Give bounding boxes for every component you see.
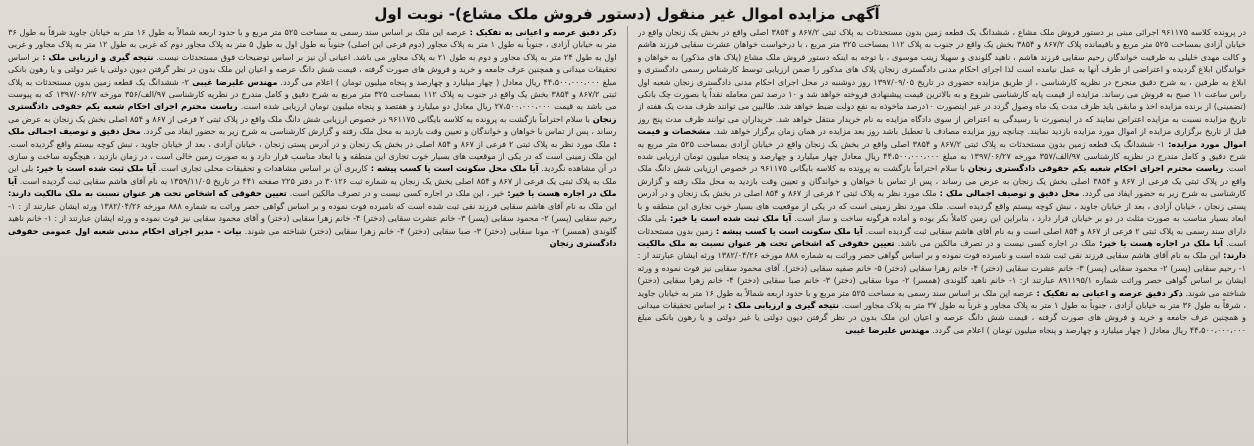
section-heading: آیا ملک ثبت شده است یا خیر: xyxy=(666,213,792,224)
section-heading: تعیین حقوقی که اشخاص تحت هر عنوان نسبت به ملک مالکیت دارند: xyxy=(8,188,287,199)
paragraph-text: عرصه این ملک بر اساس سند رسمی به مساحت ۵۲۵ متر مربع و با حدود اربعه شمالاً به طول ۱۶ متر به خیابان جاوید شرقاً به طول ۳۶ متر به خیابان آزادی ، جنوباً به طول ۱ متر به پلاک مجاور (دوم فرعی این اصلی) جنوباً به طول اول به طول ۵ متر به پلاک مجاور دوم که غربی به طول ۱۲ متر به پلاک مجاور و غربی اول به طول ۲۴ متر به پلاک مجاور و دوم به طول ۲۱ به پلاک مجاور می باشد. اعیانی آن نیز بر اساس توضیحات فوق مستحدثات نیست. xyxy=(8,27,617,62)
section-heading: مهندس علیرضا غیبی xyxy=(845,324,930,335)
paragraph-text: بر اساس تحقیقات میدانی و همچنین عرف جامعه و خرید و فروش های صورت گرفته ، قیمت شش دانگ عرصه و اعیان این ملک بدون در نظر گرفتن دیون دولتی یا غیر دولتی و یا رهون بانکی مبلغ ۴۴،۵۰۰،۰۰۰،۰۰۰ ریال معادل ( چهار میلیارد و چهارصد و پنجاه میلیون تومان ) اعلام می گردد. xyxy=(8,51,617,87)
section-heading: آیا ملک ثبت شده است یا خیر: xyxy=(33,163,156,174)
right-column xyxy=(638,26,1247,444)
paragraph-text: زمین بدون مستحدثات است. xyxy=(637,225,1246,248)
paragraph-text: این ملک به نام آقای هاشم سقایی فرزند نقی ثبت شده است که نامبرده فوت نموده و بر اساس گواهی حصر وراثت به شماره ۸۸۸ مورخه ۱۳۸۲/۰۴/۲۶ ورثه ایشان عبارتند از : ۱- رحیم سقایی (پسر) ۲- محمود سقایی (پسر) ۳- خانم عشرت سقایی (دختر) ۴- خانم زهرا سقایی (دختر) و آقای محمود سقایی نیز فوت نموده و ورثه ایشان عبارتند از : ۱- خانم ناهید گلوندی (همسر) ۲- مونا سقایی (دختر) ۳- صبا سقایی (دختر) ۴- خانم زهرا سقایی (دختر) شناخته می شوند. xyxy=(8,200,617,236)
section-heading: مشخصات و قیمت اموال مورد مزایده: xyxy=(637,126,1246,149)
paragraph-text: با سلام احتراماً بازگشت به پرونده به کلاسه بایگانی ۹۶۱۱۷۵ در خصوص ارزیابی شش دانگ ملک واقع در پلاک ثبتی ۲ فرعی از ۸۶۷ و ۸۵۴ اصلی بخش یک زنجان به عرض می رساند ، پس از تماس با خواهان و خواندگان و تعیین وقت بازدید به محل ملک رفته و گزارش کارشناسی به شرح زیر به حضور ایفاد می گردد. xyxy=(8,113,617,137)
section-heading: ذکر دقیق عرصه و اعیانی به تفکیک : xyxy=(1033,287,1183,298)
left-column-text xyxy=(8,26,617,249)
section-heading: تعیین حقوقی که اشخاص تحت هر عنوان نسبت به ملک مالکیت دارند: xyxy=(637,237,1246,261)
paragraph-text: کاربری آن بر اساس مشاهدات و تحقیقات محلی تجاری است. xyxy=(155,163,368,174)
paragraph-text: ملک در اجاره کسی نیست و در تصرف مالکین می باشد. xyxy=(894,237,1096,248)
section-heading: آیا ملک در اجاره هست یا خیر: xyxy=(8,175,617,199)
paragraph-text: ۲- ششدانگ یک قطعه زمین بدون مستحدثات به پلاک ثبتی ۸۶۷/۲ و ۳۸۵۴ بخش یک واقع در جنوب به پلاک ۱۱۲ بمساحت ۳۲۵ متر مربع به شرح دقیق و کامل مندرج در نظریه کارشناسی ۹۷/الف/۳۵۶ مورخه ۱۳۹۷/۰۶/۲۷ که به پیوست می باشد به قیمت ۲۷،۵۰۰،۰۰۰،۰۰۰ ریال معادل دو میلیارد و هفتصد و پنجاه میلیون تومان ارزیابی شده است. xyxy=(8,76,617,112)
notice-title: آگهی مزایده اموال غیر منقول (دستور فروش ملک مشاع)- نوبت اول xyxy=(374,5,880,23)
paragraph-text: بر اساس تحقیقات میدانی و همچنین عرف جامعه و خرید و فروش های صورت گرفته ، قیمت شش دانگ عرصه و اعیان این ملک بدون در نظر گرفتن دیون دولتی یا غیر دولتی و یا رهون بانکی مبلغ ۴۴،۵۰۰،۰۰۰،۰۰۰ ریال معادل ( چهار میلیارد و چهارصد و پنجاه میلیون تومان ) اعلام می گردد. xyxy=(637,299,1246,335)
right-column-text xyxy=(638,26,1247,336)
paragraph-text: این ملک به نام آقای هاشم سقایی فرزند نقی ثبت شده است و نامبرده فوت نموده و بر اساس گواهی حصر وراثت به شماره ۸۸۸ مورخه ۱۳۸۲/۰۴/۲۶ ورثه ایشان عبارتند از : ۱- رحیم سقایی (پسر) ۲- محمود سقایی (پسر) ۳- خانم عشرت سقایی (دختر) ۴- خانم زهرا سقایی (دختر) ۵- خانم صفیه سقایی (دختر). آقای محمود سقایی نیز فوت نموده و ورثه ایشان بر اساس گواهی حصر وراثت شماره ۸۹۱۱۹۵/۱ عبارتند از: ۱- خانم ناهید گلوندی (همسر) ۲- مونا سقایی (دختر) ۳- خانم صبا سقایی (دختر) ۴- خانم زهرا سقایی (دختر) شناخته می شوند. xyxy=(637,250,1246,298)
section-heading: نتیجه گیری و ارزیابی ملک : xyxy=(39,51,154,62)
paragraph-text: ۱- ششدانگ یک قطعه زمین بدون مستحدثات به پلاک ثبتی ۸۶۷/۲ و ۳۸۵۴ اصلی واقع در بخش یک زنجان واقع در خیابان آزادی بمساحت ۵۲۵ متر مربع به شرح دقیق و کامل مندرج در نظریه کارشناسی ۹۷/الف/۳۵۷ مورخه ۱۳۹۷/۰۶/۲۷ به مبلغ ۴۴،۵۰۰،۰۰۰،۰۰۰ ریال معادل چهار میلیارد و چهارصد و پنجاه میلیون تومان ارزیابی شده است. xyxy=(637,138,1246,174)
left-column xyxy=(8,26,617,444)
section-heading: ذکر دقیق عرصه و اعیانی به تفکیک : xyxy=(466,27,617,37)
section-heading: آیا ملک محل سکونت است یا کسب پیشه : xyxy=(367,163,539,174)
section-heading: محل دقیق و توصیف اجمالی ملک : xyxy=(8,126,617,149)
section-heading: نتیجه گیری و ارزیابی ملک : xyxy=(725,299,839,310)
paragraph-text: با سلام احتراماً بازگشت به پرونده به کلاسه بایگانی ۹۶۱۱۷۵ در خصوص ارزیابی شش دانگ ملک واقع در پلاک ثبتی یک فرعی از ۸۶۷ و ۳۸۵۴ اصلی بخش یک زنجان به عرض می رساند ، پس از تماس با خواهان و خواندگان و تعیین وقت بازدید به محل ملک رفته و گزارش کارشناسی به شرح زیر به حضور ایفاد می گردد. xyxy=(637,163,1246,199)
section-heading: مهندس علیرضا غیبی xyxy=(188,76,278,87)
paragraph-text: ملک مورد نظر به پلاک ثبتی ۲ فرعی از ۸۶۷ و ۸۵۴ اصلی در بخش یک زنجان و در آدرس پستی زنجان ، خیابان آزادی ، بعد از خیابان جاوید ، نبش کوچه بیستم واقع گردیده است. ملک مورد نظر زمینی است که در یکی از موقعیت های بسیار خوب تجاری این منطقه و با ابعاد بسیار مناسب به صورت مثلث در دو بر خیابان قرار دارد ، بنابراین این زمین کاملاً بکر بوده و آماده هرگونه ساخت و ساز است. xyxy=(637,188,1246,224)
notice-columns xyxy=(8,26,1246,444)
section-heading: محل دقیق و توصیف اجمالی ملک : xyxy=(936,188,1080,199)
paragraph-text: ملک مورد نظر به پلاک ثبتی ۲ فرعی از ۸۶۷ و ۸۵۴ اصلی در بخش یک زنجان و در آدرس پستی زنجان ، خیابان آزادی ، بعد از خیابان جاوید ، نبش کوچه بیستم واقع گردیده است. این ملک زمینی است که در یکی از موقعیت های بسیار خوب تجاری این منطقه و با ابعاد مناسب قرار دارد و به صورت زمین خالی است ، در زمان بازدید ، هیچگونه ساخت و سازی در آن مشاهده نگردید. xyxy=(8,138,617,174)
section-heading: ریاست محترم اجرای احکام شعبه یکم حقوقی دادگستری زنجان xyxy=(8,101,617,124)
paragraph-text: بلی این ملک به پلاک ثبتی یک فرعی از ۸۶۷ و ۸۵۴ اصلی بخش یک زنجان به شماره ثبت ۳۰۱۲۶ در دفتر ۲۲۵ صفحه ۴۴۱ در تاریخ ۱۳۵۹/۱۱/۰۵ به نام آقای هاشم سقایی ثبت گردیده است. xyxy=(8,163,617,186)
paragraph-text: عرصه این ملک بر اساس سند رسمی به مساحت ۵۲۵ متر مربع و با حدود اربعه شمالاً به طول ۱۶ متر به خیابان جاوید ، شرقاً به طول ۳۶ متر به خیابان آزادی ، جنوباً به طول ۱ متر به پلاک مجاور و غرباً به طول ۳۷ متر به پلاک مجاور است. xyxy=(637,287,1246,310)
section-heading: بیات - مدیر اجرای احکام مدنی شعبه اول عمومی حقوقی دادگستری زنجان xyxy=(8,225,617,248)
paragraph-text: خیر ، این ملک در اجاره کسی نیست و در تصرف مالکین است. xyxy=(286,188,505,199)
section-heading: آیا ملک در اجاره هست یا خیر: xyxy=(1095,237,1223,248)
paragraph-text: در پرونده کلاسه ۹۶۱۱۷۵ اجرائی مبنی بر دستور فروش ملک مشاع ، ششدانگ یک قطعه زمین بدون مستحدثات به پلاک ثبتی ۸۶۷/۲ و ۳۸۵۴ اصلی واقع در بخش یک زنجان واقع در خیابان آزادی بمساحت ۵۲۵ متر مربع و باقیمانده پلاک ۸۶۷/۲ و ۳۸۵۴ بخش یک واقع در جنوب به پلاک ۱۱۲ بمساحت ۳۲۵ متر مربع ، با درخواست خواهان عشرت سقایی فرزند هاشم و کالت مهدی خلیلی به طرفیت خواندگان رحیم سقایی فرزند هاشم ، ناهید گلوندی و سهیلا زینب موسوی ، با توجه به اینکه دستور فروش ملک مشاع (پلاک های مذکور) به خواهان و خواندگان ابلاغ گردیده و اعتراضی از طرف آنها به عمل نیامده است لذا اجرای احکام مدنی دادگستری زنجان پلاک های مذکور را ضمن ارزیابی توسط کارشناس رسمی دادگستری و ابلاغ به طرفین ، به شرح دقیق منجرح در نظریه کارشناسی ، از طریق مزایده حضوری در تاریخ ۱۳۹۷/۰۹/۰۵ روز دوشنبه در محل اجرای احکام مدنی دادگستری زنجان شعبه اول راس ساعت ۱۱ صبح به فروش می رساند. مزایده از قیمت پایه کارشناسی شروع و به بالاترین قیمت پیشنهادی فروخته خواهد شد و ۱۰ درصد ثمن معامله نقداً یا بصورت چک بانکی (تضمینی) از برنده مزایده اخذ و مابقی باید ظرف مدت یک ماه وصول گردد در غیر اینصورت ۱۰درصد ماخوذه به نفع دولت ضبط خواهد شد. طالبین می توانند ظرف مدت یک هفته از تاریخ مزایده نسبت به مزایده اعتراض نمایند که در اینصورت با رسیدگی به اعتراض از سوی دادگاه مزایده به نام خریدار منتقل خواهد شد. خریداران می توانند ظرف مدت پنج روز قبل از تاریخ برگزاری مزایده از اموال مورد مزایده بازدید نمایند. چنانچه روز مزایده مصادف با تعطیل باشد روز بعد مزایده در همان زمان برگزار خواهد شد. xyxy=(637,27,1246,137)
section-heading: آیا ملک سکونت است یا کسب پیشه : xyxy=(712,225,863,236)
section-heading: ریاست محترم اجرای احکام شعبه یکم حقوقی دادگستری زنجان xyxy=(964,163,1224,174)
column-divider xyxy=(627,26,628,444)
paragraph-text: بلی ملک دارای سند رسمی به پلاک ثبتی ۲ فرعی از ۸۶۷ و ۸۵۴ اصلی است و به نام آقای هاشم سقایی ثبت گردیده است. xyxy=(637,213,1246,236)
